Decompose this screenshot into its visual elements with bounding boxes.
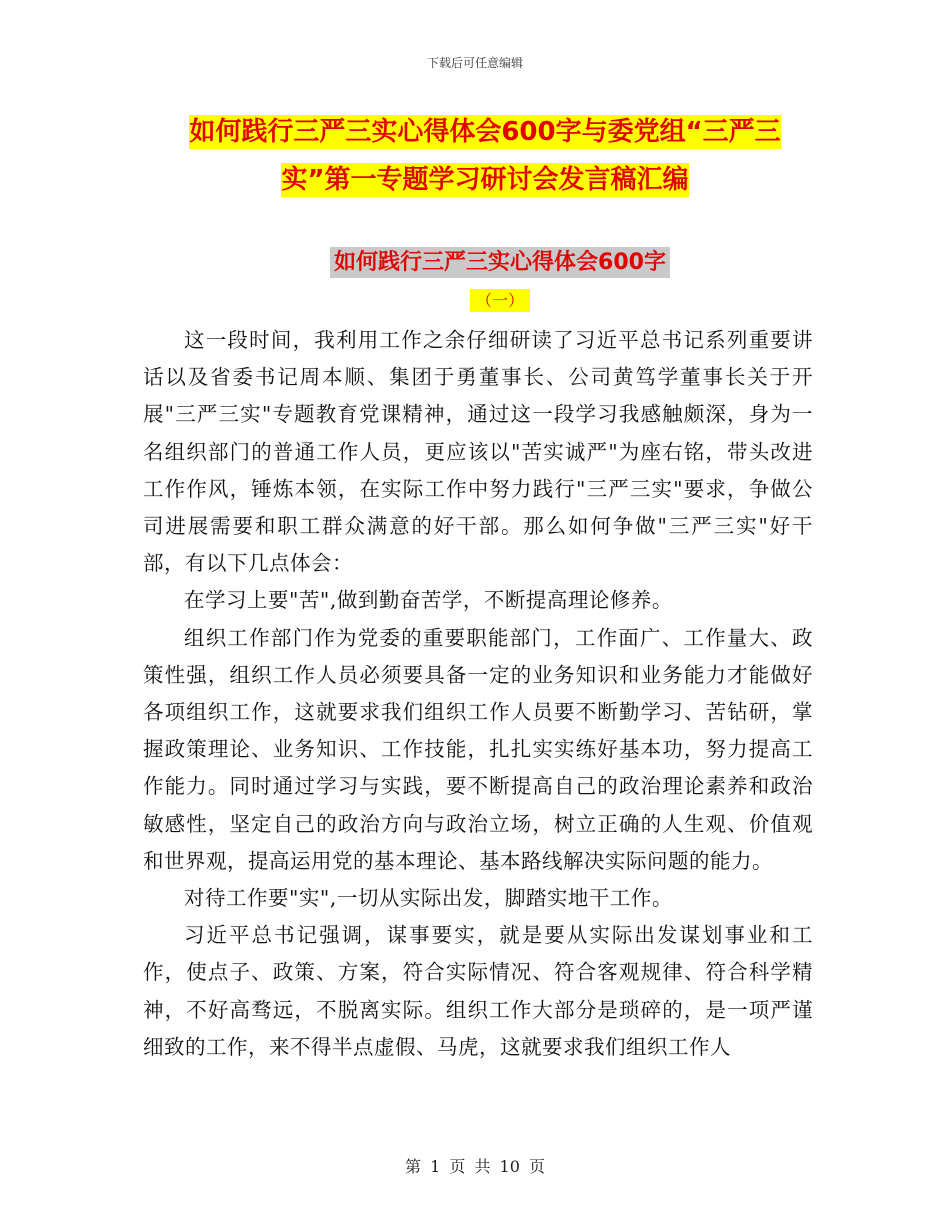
paragraph: 这一段时间，我利用工作之余仔细研读了习近平总书记系列重要讲话以及省委书记周本顺、集团于勇董事长、公司黄笃学董事长关于开展"三严三实"专题教育党课精神，通过这一段学习我感触颇深，身为一名组织部门的普通工作人员，更应该以"苦实诚严"为座右铭，带头改进工作作风，锤炼本领，在实际工作中努力践行"三严三实"要求，争做公司进展需要和职工群众满意的好干部。那么如何争做"三严三实"好干部，有以下几点体会： <box>143 328 813 576</box>
body-text <box>143 322 813 1066</box>
header-note: 下载后可任意编辑 <box>426 56 523 70</box>
paragraph: 对待工作要"实",一切从实际出发，脚踏实地干工作。 <box>184 886 673 911</box>
section-subtitle <box>0 245 950 276</box>
section-number-text: （一） <box>470 289 530 312</box>
document-title <box>140 108 830 204</box>
title-line-1: 如何践行三严三实心得体会600字与委党组“三严三 <box>189 117 781 147</box>
section-number <box>0 288 950 311</box>
paragraph: 组织工作部门作为党委的重要职能部门，工作面广、工作量大、政策性强，组织工作人员必须要具备一定的业务知识和业务能力才能做好各项组织工作，这就要求我们组织工作人员要不断勤学习、苦钻研，掌握政策理论、业务知识、工作技能，扎扎实实练好基本功，努力提高工作能力。同时通过学习与实践，要不断提高自己的政治理论素养和政治敏感性，坚定自己的政治方向与政治立场，树立正确的人生观、价值观和世界观，提高运用党的基本理论、基本路线解决实际问题的能力。 <box>143 625 813 873</box>
title-line-2: 实”第一专题学习研讨会发言稿汇编 <box>281 165 689 195</box>
paragraph: 习近平总书记强调，谋事要实，就是要从实际出发谋划事业和工作，使点子、政策、方案，符合实际情况、符合客观规律、符合科学精神，不好高骛远，不脱离实际。组织工作大部分是琐碎的，是一项严谨细致的工作，来不得半点虚假、马虎，这就要求我们组织工作人 <box>143 923 813 1059</box>
page-footer: 第 1 页 共 10 页 <box>405 1157 545 1176</box>
paragraph: 在学习上要"苦",做到勤奋苦学，不断提高理论修养。 <box>184 588 673 613</box>
section-subtitle-text: 如何践行三严三实心得体会600字 <box>330 247 670 278</box>
